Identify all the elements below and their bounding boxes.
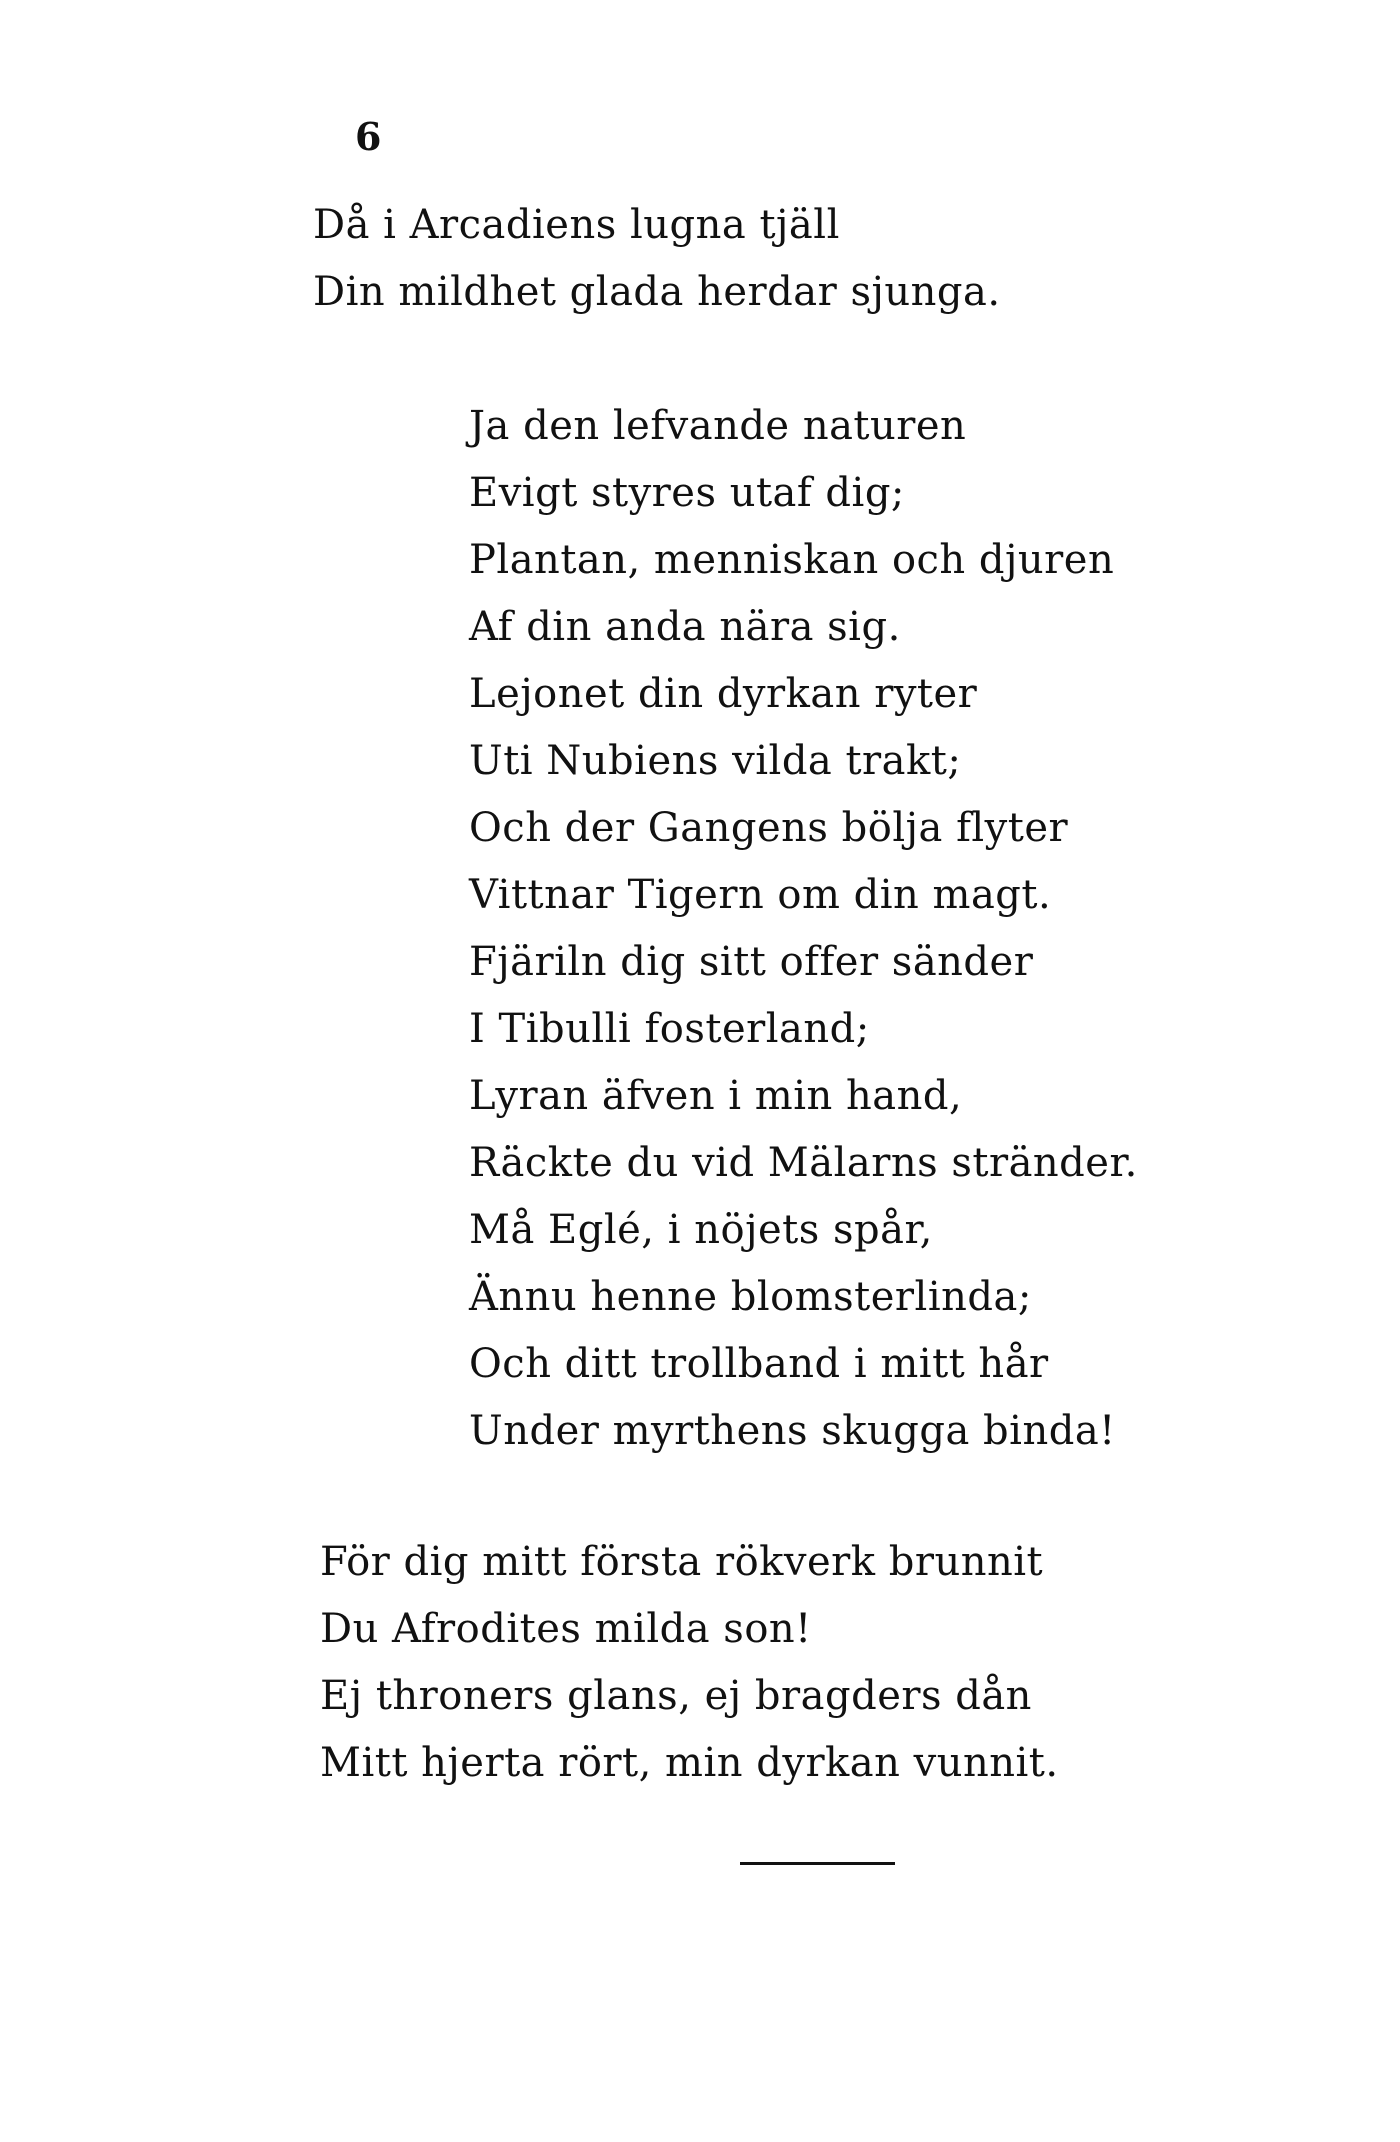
poem-line: Din mildhet glada herdar sjunga. — [313, 269, 1001, 315]
poem-line: Då i Arcadiens lugna tjäll — [313, 202, 840, 248]
stanza-1 — [313, 192, 1001, 326]
page-number: 6 — [355, 114, 382, 159]
poem-line: Lejonet din dyrkan ryter — [469, 671, 978, 717]
poem-line: Mitt hjerta rört, min dyrkan vunnit. — [320, 1740, 1059, 1786]
poem-line: Fjäriln dig sitt offer sänder — [469, 939, 1034, 985]
end-rule — [740, 1862, 895, 1865]
poem-line: Plantan, menniskan och djuren — [469, 537, 1115, 583]
poem-line: Må Eglé, i nöjets spår, — [469, 1207, 933, 1253]
stanza-3 — [320, 1529, 1059, 1797]
poem-line: Af din anda nära sig. — [469, 604, 901, 650]
poem-line: Och ditt trollband i mitt hår — [469, 1341, 1049, 1387]
poem-line: För dig mitt första rökverk brunnit — [320, 1539, 1044, 1585]
poem-line: Ännu henne blomsterlinda; — [469, 1274, 1032, 1320]
poem-line: Uti Nubiens vilda trakt; — [469, 738, 962, 784]
poem-line: I Tibulli fosterland; — [469, 1006, 870, 1052]
poem-line: Ja den lefvande naturen — [469, 403, 967, 449]
poem-line: Vittnar Tigern om din magt. — [469, 872, 1052, 918]
poem-line: Och der Gangens bölja flyter — [469, 805, 1069, 851]
stanza-2 — [469, 393, 1138, 1465]
poem-line: Under myrthens skugga binda! — [469, 1408, 1116, 1454]
poem-line: Du Afrodites milda son! — [320, 1606, 812, 1652]
poem-line: Evigt styres utaf dig; — [469, 470, 905, 516]
poem-line: Lyran äfven i min hand, — [469, 1073, 963, 1119]
poem-line: Räckte du vid Mälarns stränder. — [469, 1140, 1138, 1186]
poem-line: Ej throners glans, ej bragders dån — [320, 1673, 1032, 1719]
